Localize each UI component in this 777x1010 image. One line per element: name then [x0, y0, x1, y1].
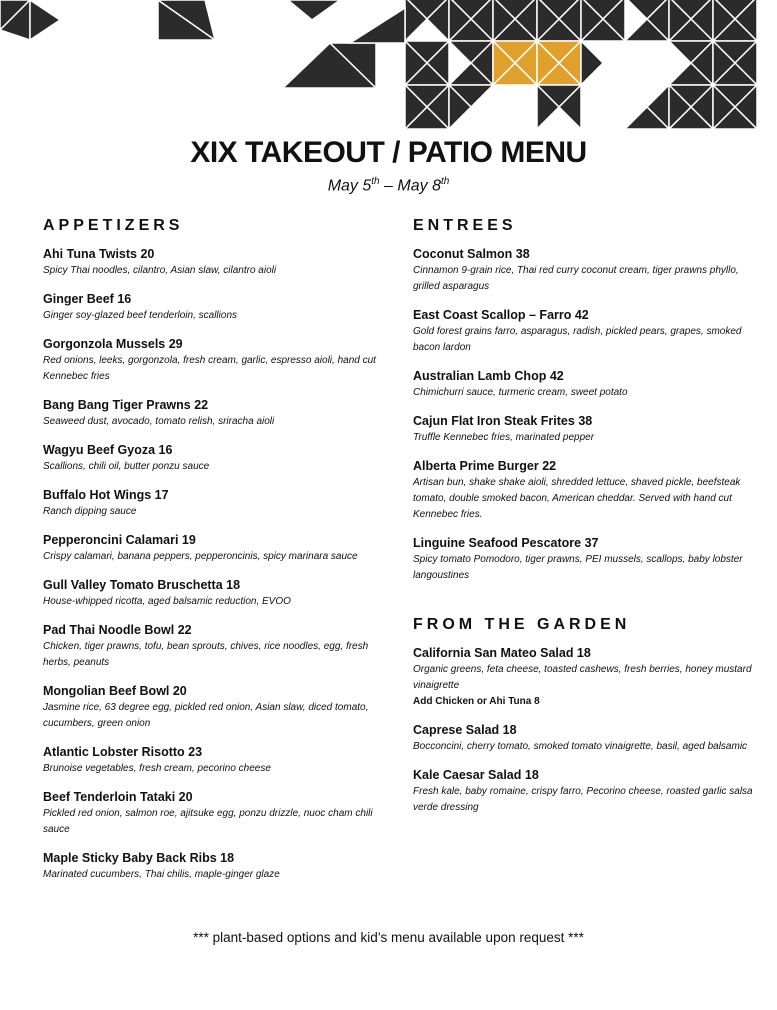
menu-item [43, 291, 388, 324]
menu-item [43, 397, 388, 430]
menu-item-name: Mongolian Beef Bowl 20 [43, 684, 187, 698]
menu-item-description: Brunoise vegetables, fresh cream, pecorino cheese [43, 763, 271, 774]
menu-item-name: Australian Lamb Chop 42 [413, 369, 564, 383]
right-column [413, 217, 753, 828]
menu-item-description: Artisan bun, shake shake aioli, shredded lettuce, shaved pickle, beefsteak tomato, double smoked bacon, American cheddar. Served with hand cut Kennebec fries. [413, 477, 741, 520]
menu-item-description: Chicken, tiger prawns, tofu, bean sprouts, chives, rice noodles, egg, fresh herbs, peanuts [43, 641, 369, 668]
menu-title: XIX TAKEOUT / PATIO MENU [190, 136, 587, 169]
menu-item-description: Organic greens, feta cheese, toasted cashews, fresh berries, honey mustard vinaigrette [413, 664, 752, 691]
menu-item-name: East Coast Scallop – Farro 42 [413, 308, 589, 322]
menu-item [413, 645, 753, 710]
menu-item [413, 458, 753, 523]
menu-item-description: Crispy calamari, banana peppers, pepperoncinis, spicy marinara sauce [43, 551, 358, 562]
menu-item [413, 307, 753, 356]
menu-item [43, 622, 388, 671]
menu-item-name: Pad Thai Noodle Bowl 22 [43, 623, 192, 637]
decorative-triangle [30, 0, 60, 40]
menu-item-description: Ginger soy-glazed beef tenderloin, scallions [43, 310, 237, 321]
menu-item-description: Jasmine rice, 63 degree egg, pickled red onion, Asian slaw, diced tomato, cucumbers, green onion [43, 702, 369, 729]
menu-item-name: California San Mateo Salad 18 [413, 646, 591, 660]
menu-item [43, 850, 388, 883]
menu-item-name: Gull Valley Tomato Bruschetta 18 [43, 578, 241, 592]
menu-item [43, 246, 388, 279]
menu-item [43, 487, 388, 520]
menu-item-name: Pepperoncini Calamari 19 [43, 533, 196, 547]
menu-item-description: Marinated cucumbers, Thai chilis, maple-ginger glaze [43, 869, 280, 880]
menu-item [43, 442, 388, 475]
menu-item-name: Coconut Salmon 38 [413, 247, 530, 261]
menu-item-name: Caprese Salad 18 [413, 723, 517, 737]
menu-item-description: Red onions, leeks, gorgonzola, fresh cream, garlic, espresso aioli, hand cut Kennebec fries [43, 355, 376, 382]
menu-item-description: Seaweed dust, avocado, tomato relish, sriracha aioli [43, 416, 275, 427]
menu-item-name: Ahi Tuna Twists 20 [43, 247, 155, 261]
footer-note: *** plant-based options and kid’s menu available upon request *** [193, 930, 584, 945]
menu-item-description: Chimichurri sauce, turmeric cream, sweet potato [413, 387, 628, 398]
menu-item-name: Bang Bang Tiger Prawns 22 [43, 398, 209, 412]
appetizers-heading: APPETIZERS [43, 217, 184, 234]
menu-item-name: Ginger Beef 16 [43, 292, 132, 306]
menu-item-name: Gorgonzola Mussels 29 [43, 337, 183, 351]
menu-item-name: Kale Caesar Salad 18 [413, 768, 539, 782]
menu-item [413, 413, 753, 446]
menu-item-description: Bocconcini, cherry tomato, smoked tomato vinaigrette, basil, aged balsamic [413, 741, 748, 752]
menu-item [43, 532, 388, 565]
entrees-list [413, 246, 753, 584]
garden-list [413, 645, 753, 816]
geometric-triangle-banner [0, 0, 777, 135]
menu-item-addon: Add Chicken or Ahi Tuna 8 [413, 696, 540, 707]
menu-item [43, 744, 388, 777]
menu-item-name: Atlantic Lobster Risotto 23 [43, 745, 203, 759]
menu-item-description: Truffle Kennebec fries, marinated pepper [413, 432, 595, 443]
menu-item-description: Pickled red onion, salmon roe, ajitsuke egg, ponzu drizzle, nuoc cham chili sauce [43, 808, 373, 835]
menu-item-description: Spicy Thai noodles, cilantro, Asian slaw, cilantro aioli [43, 265, 277, 276]
menu-date-range: May 5th – May 8th [327, 176, 450, 195]
menu-item [413, 722, 753, 755]
menu-item [43, 577, 388, 610]
menu-item [413, 246, 753, 295]
menu-item-name: Linguine Seafood Pescatore 37 [413, 536, 599, 550]
menu-item-description: Spicy tomato Pomodoro, tiger prawns, PEI mussels, scallops, baby lobster langoustines [413, 554, 743, 581]
menu-item-description: Cinnamon 9-grain rice, Thai red curry coconut cream, tiger prawns phyllo, grilled asparagus [413, 265, 739, 292]
menu-item-description: Ranch dipping sauce [43, 506, 137, 517]
decorative-triangle [350, 8, 405, 43]
menu-item-name: Beef Tenderloin Tataki 20 [43, 790, 193, 804]
decorative-triangle [288, 0, 340, 20]
menu-item-name: Wagyu Beef Gyoza 16 [43, 443, 173, 457]
menu-item [43, 336, 388, 385]
menu-item-name: Maple Sticky Baby Back Ribs 18 [43, 851, 235, 865]
menu-item-description: House-whipped ricotta, aged balsamic reduction, EVOO [43, 596, 291, 607]
menu-item [43, 683, 388, 732]
menu-item [413, 368, 753, 401]
menu-item-description: Fresh kale, baby romaine, crispy farro, Pecorino cheese, roasted garlic salsa verde dressing [413, 786, 753, 813]
decorative-triangle [581, 41, 603, 85]
menu-item-name: Cajun Flat Iron Steak Frites 38 [413, 414, 593, 428]
menu-item [413, 767, 753, 816]
menu-item-name: Alberta Prime Burger 22 [413, 459, 557, 473]
appetizers-list [43, 246, 388, 883]
menu-item-description: Gold forest grains farro, asparagus, radish, pickled pears, grapes, smoked bacon lardon [413, 326, 742, 353]
menu-item [413, 535, 753, 584]
garden-heading: FROM THE GARDEN [413, 616, 631, 633]
menu-item [43, 789, 388, 838]
menu-item-description: Scallions, chili oil, butter ponzu sauce [43, 461, 210, 472]
entrees-heading: ENTREES [413, 217, 517, 234]
menu-item-name: Buffalo Hot Wings 17 [43, 488, 169, 502]
left-column [43, 217, 388, 895]
